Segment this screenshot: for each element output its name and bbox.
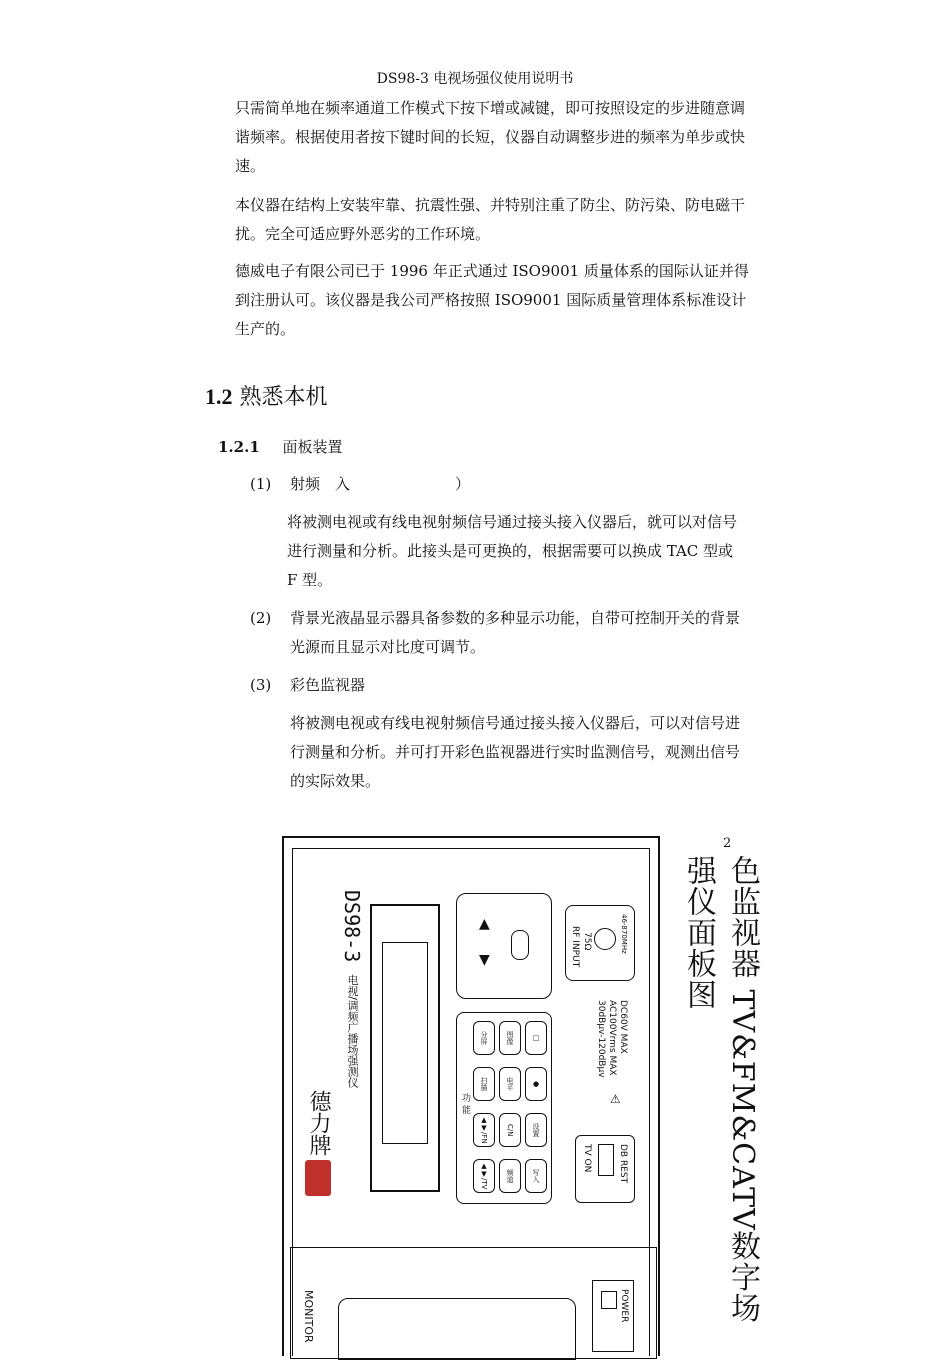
- key-scan[interactable]: 扫描: [473, 1067, 495, 1101]
- spec-block: [595, 1000, 628, 1078]
- key-cn[interactable]: C/N: [499, 1113, 521, 1147]
- tv-on-label: TV ON: [582, 1144, 592, 1173]
- brand-logo-icon: [305, 1160, 331, 1196]
- subsection-heading: [218, 436, 343, 457]
- key-setup[interactable]: 设置: [525, 1113, 547, 1147]
- page-number: 2: [723, 836, 732, 851]
- db-rest-label: DB REST: [618, 1144, 628, 1184]
- tv-switch-panel: [575, 1135, 635, 1203]
- list-item: [250, 671, 750, 700]
- brand-name: 德力牌: [306, 1090, 331, 1156]
- function-label: 功 能: [460, 1093, 470, 1114]
- rf-impedance: 75Ω: [582, 932, 592, 951]
- rf-connector-icon[interactable]: [594, 928, 616, 950]
- key-dot[interactable]: ●: [525, 1067, 547, 1101]
- arrow-keypad: [456, 893, 552, 999]
- item-body: 将被测电视或有线电视射频信号通过接头接入仪器后，就可以对信号进行测量和分析。此接头是可更换的，根据需要可以换成 TAC 型或 F 型。: [287, 513, 738, 589]
- paragraph-text: 只需简单地在频率通道工作模式下按下增或减键，即可按照设定的步进随意调谐频率。根据使用者按下键时间的长短，仪器自动调整步进的频率为单步或快速。: [235, 99, 746, 175]
- key-channel[interactable]: 频道: [499, 1159, 521, 1193]
- item-number: (3): [250, 676, 272, 694]
- key-fn[interactable]: ▲▼/FN: [473, 1113, 495, 1147]
- monitor-label: MONITOR: [302, 1290, 315, 1343]
- subsection-number: 1.2.1: [218, 438, 260, 456]
- key-image[interactable]: 图像: [499, 1021, 521, 1055]
- section-number: 1.2: [205, 384, 233, 409]
- lcd-window: [382, 942, 428, 1144]
- power-button[interactable]: [601, 1291, 617, 1309]
- item-body: 将被测电视或有线电视射频信号通过接头接入仪器后，可以对信号进行测量和分析。并可打开彩色监视器进行实时监测信号，观测出信号的实际效果。: [290, 714, 741, 790]
- arrow-down-icon[interactable]: ▼: [479, 952, 490, 968]
- item-title: 背景光液晶显示器具备参数的多种显示功能，自带可控制开关的背景光源而且显示对比度可调节。: [290, 609, 741, 656]
- section-heading: [205, 380, 328, 411]
- key-level[interactable]: 电平: [499, 1067, 521, 1101]
- function-keypad: [456, 1012, 552, 1204]
- item-number: (2): [250, 609, 272, 627]
- paragraph: [205, 191, 750, 249]
- power-panel: [592, 1280, 634, 1352]
- enter-key[interactable]: [511, 930, 529, 960]
- lcd-display: [370, 904, 440, 1192]
- model-subtitle: 电视/调频广播场强测仪: [346, 974, 359, 1089]
- item-title: 射频 入 ）: [290, 475, 471, 493]
- key-tv[interactable]: ▲▼/TV: [473, 1159, 495, 1193]
- model-number: DS98-3: [340, 890, 364, 963]
- key-write[interactable]: 写入: [525, 1159, 547, 1193]
- rf-input-panel: [565, 905, 635, 981]
- list-item: [250, 470, 750, 499]
- section-title: 熟悉本机: [239, 385, 328, 410]
- list-item: [250, 604, 750, 662]
- rf-label: RF INPUT: [570, 926, 580, 968]
- key-square[interactable]: □: [525, 1021, 547, 1055]
- key-split[interactable]: 分屏: [473, 1021, 495, 1055]
- tv-switch[interactable]: [598, 1144, 614, 1176]
- power-label: POWER: [619, 1289, 629, 1323]
- spec-line: DC60V MAX: [618, 1000, 628, 1054]
- paragraph-text: 德威电子有限公司已于 1996 年正式通过 ISO9001 质量体系的国际认证并得到注册认可。该仪器是我公司严格按照 ISO9001 国际质量管理体系标准设计生产的。: [235, 262, 749, 338]
- page-header: DS98-3 电视场强仪使用说明书: [376, 71, 574, 87]
- paragraph: [205, 257, 750, 344]
- monitor-screen: [338, 1298, 576, 1360]
- subsection-title: 面板装置: [282, 438, 343, 456]
- spec-line: AC100Vrms MAX: [607, 1000, 617, 1076]
- item-title: 彩色监视器: [290, 676, 366, 694]
- item-number: (1): [250, 475, 272, 493]
- spec-line: 30dBμv-120dBμv: [596, 1000, 606, 1078]
- warning-icon: ⚠: [610, 1092, 621, 1106]
- paragraph: [205, 94, 750, 181]
- figure-caption: 色监视器 TV&FM&CATV数字场强仪面板图: [681, 855, 760, 1324]
- arrow-up-icon[interactable]: ▲: [479, 916, 490, 932]
- model-name: [340, 890, 364, 1088]
- paragraph-text: 本仪器在结构上安装牢靠、抗震性强、并特别注重了防尘、防污染、防电磁干扰。完全可适应野外恶劣的工作环境。: [235, 196, 746, 243]
- rf-range: 46-870MHz: [620, 914, 628, 954]
